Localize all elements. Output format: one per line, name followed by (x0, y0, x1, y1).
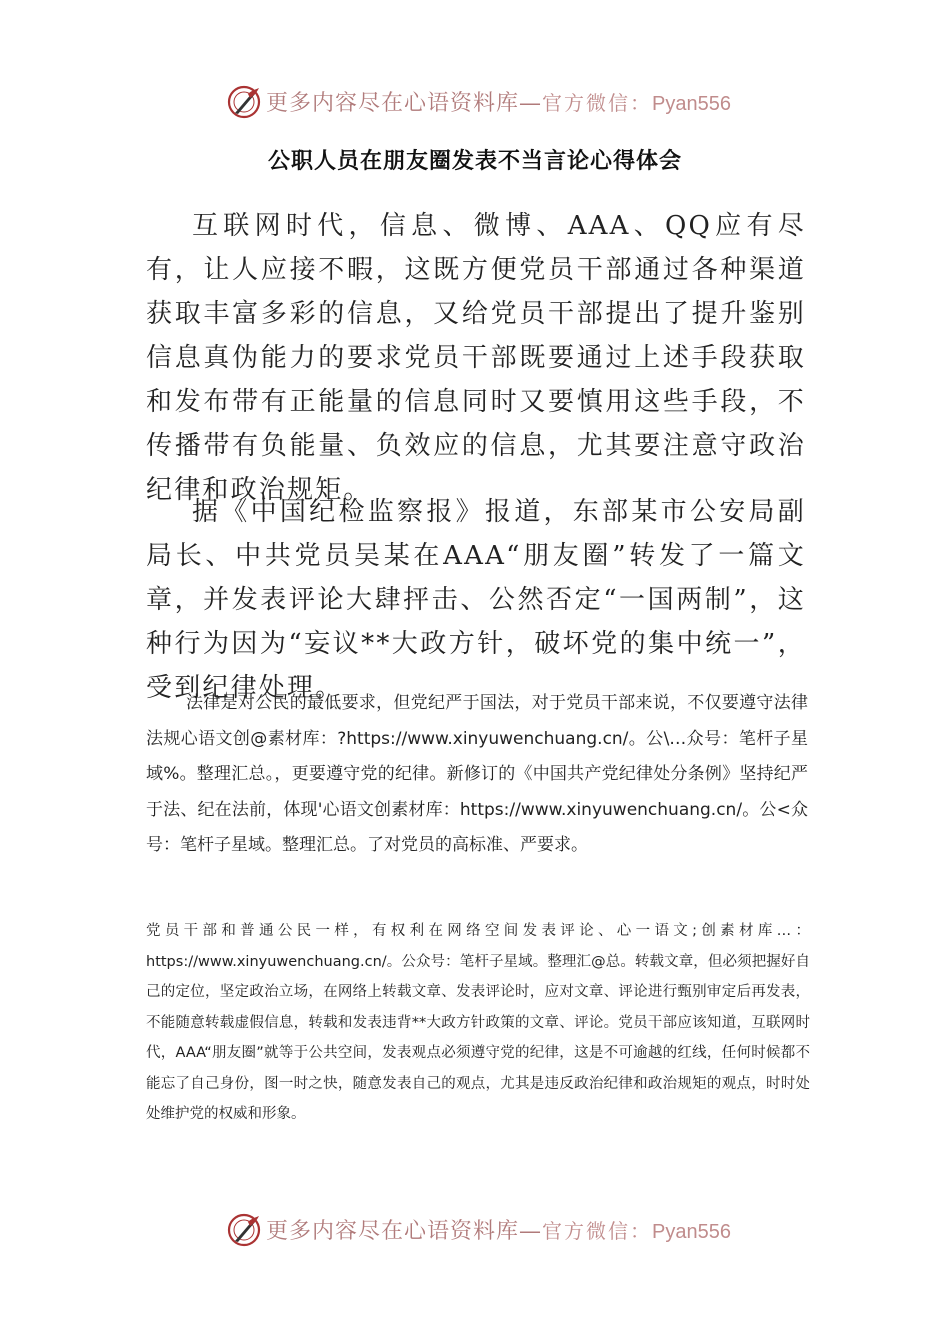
paragraph-2: 据《中国纪检监察报》报道，东部某市公安局副局长、中共党员吴某在AAA“朋友圈”转发了一篇文章，并发表评论大肆抨击、公然否定“一国两制”，这种行为因为“妄议**大政方针，破坏党的集中统一”，受到纪律处理。 (146, 497, 806, 703)
paragraph-4: 党员干部和普通公民一样，有权利在网络空间发表评论、心一语文;创素材库…：https://www.xinyuwenchuang.cn/。公众号：笔杆子星域。整理汇@总。转载文章，但必须把握好自己的定位，坚定政治立场，在网络上转载文章、发表评论时，应对文章、评论进行甄别审定后再发表，不能随意转载虚假信息，转载和发表违背**大政方针政策的文章、评论。党员干部应该知道，互联网时代，AAA“朋友圈”就等于公共空间，发表观点必须遵守党的纪律，这是不可逾越的红线，任何时候都不能忘了自己身份，图一时之快，随意发表自己的观点，尤其是违反政治纪律和政治规矩的观点，时时处处维护党的权威和形象。 (146, 923, 810, 1122)
banner-brand: 更多内容尽在心语资料库 (266, 91, 520, 116)
footer-banner (0, 1210, 950, 1250)
paragraph-3: 法律是对公民的最低要求，但党纪严于国法，对于党员干部来说，不仅要遵守法律法规心语文创@素材库：?https://www.xinyuwenchuang.cn/。公\…众号：笔杆子星域%。整理汇总。，更要遵守党的纪律。新修订的《中国共产党纪律处分条例》坚持纪严于法、纪在法前，体现'心语文创素材库：https://www.xinyuwenchuang.cn/。公<众号：笔杆子星域。整理汇总。了对党员的高标准、严要求。 (146, 693, 808, 855)
banner-dash: — (519, 1219, 543, 1244)
paragraph-1: 互联网时代，信息、微博、AAA、QQ应有尽有，让人应接不暇，这既方便党员干部通过各种渠道获取丰富多彩的信息，又给党员干部提出了提升鉴别信息真伪能力的要求党员干部既要通过上述手段获取和发布带有正能量的信息同时又要慎用这些手段，不传播带有负能量、负效应的信息，尤其要注意守政治纪律和政治规矩。 (146, 211, 806, 505)
banner-dash: — (519, 91, 543, 116)
quill-seal-logo-icon (226, 84, 262, 120)
banner-text (266, 1214, 731, 1245)
banner-wechat-id: Pyan556 (652, 1221, 731, 1243)
document-title: 公职人员在朋友圈发表不当言论心得体会 (267, 149, 682, 174)
banner-official-label: 官方微信： (542, 91, 653, 115)
quill-seal-logo-icon (226, 1212, 262, 1248)
banner-official-label: 官方微信： (542, 1219, 653, 1243)
header-banner (0, 82, 950, 122)
banner-brand: 更多内容尽在心语资料库 (266, 1219, 520, 1244)
banner-text (266, 86, 731, 117)
banner-wechat-id: Pyan556 (652, 93, 731, 115)
